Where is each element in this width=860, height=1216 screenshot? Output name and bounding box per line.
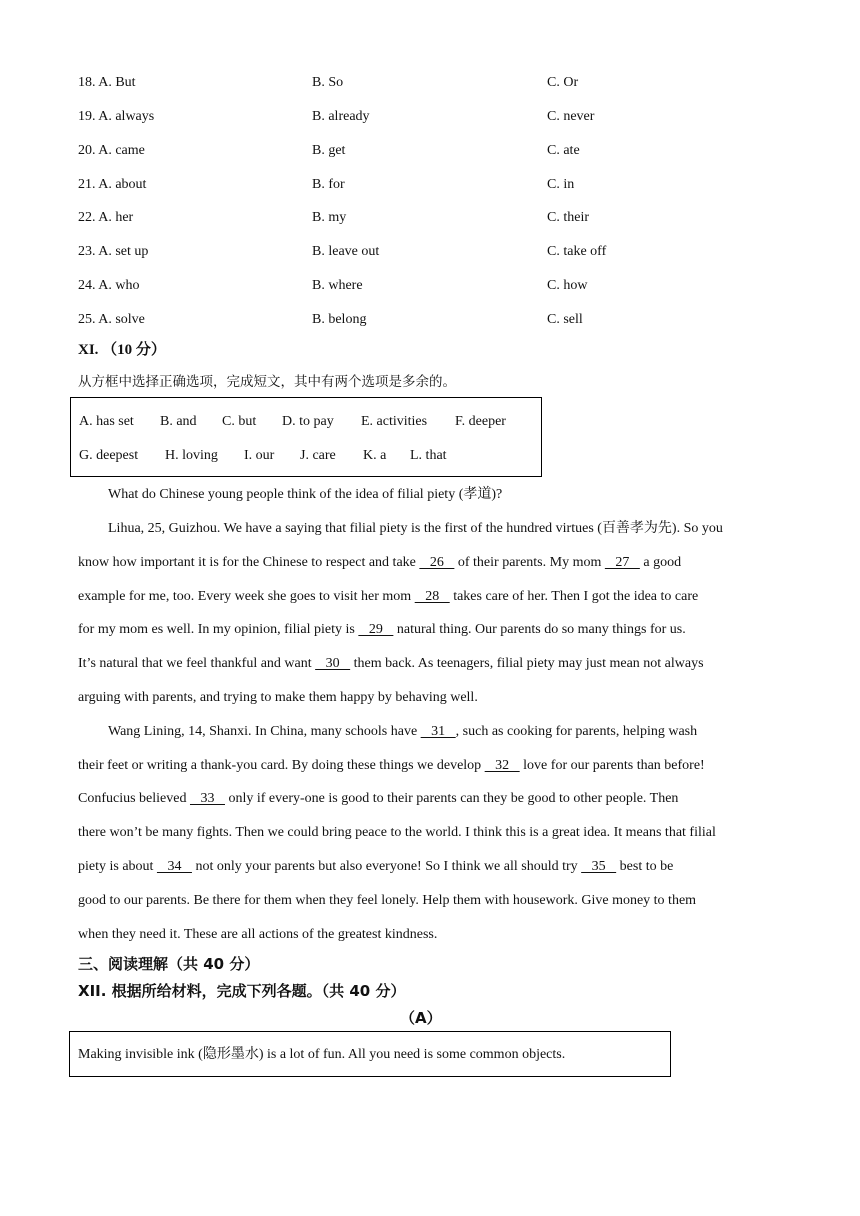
blank-30[interactable]: 30 — [315, 656, 351, 671]
reading-text: Making invisible ink (隐形墨水) is a lot of fun. All you need is some common objects. — [78, 1047, 566, 1062]
mc-option-b: B. for — [312, 177, 345, 192]
mc-option-a: 25. A. solve — [78, 312, 145, 327]
mc-option-c: C. in — [547, 177, 575, 192]
word-option: A. has set — [79, 414, 134, 429]
blank-34[interactable]: 34 — [156, 859, 192, 874]
blank-32[interactable]: 32 — [484, 758, 520, 773]
passage-line: Confucius believed 33 only if every-one is good to their parents can they be good to other people. Then — [78, 791, 679, 806]
mc-option-a: 20. A. came — [78, 143, 145, 158]
mc-option-c: C. never — [547, 109, 595, 124]
mc-option-a: 21. A. about — [78, 177, 147, 192]
mc-option-c: C. Or — [547, 75, 579, 90]
blank-33[interactable]: 33 — [189, 791, 225, 806]
passage-intro: What do Chinese young people think of the idea of filial piety (孝道)? — [108, 487, 503, 502]
passage-line: arguing with parents, and trying to make them happy by behaving well. — [78, 690, 478, 705]
word-option: B. and — [160, 414, 197, 429]
part-label: （A） — [400, 1009, 442, 1027]
word-option: G. deepest — [79, 448, 139, 463]
blank-35[interactable]: 35 — [581, 859, 617, 874]
mc-option-a: 24. A. who — [78, 278, 140, 293]
mc-option-b: B. So — [312, 75, 344, 90]
passage-line: for my mom es well. In my opinion, filial piety is 29 natural thing. Our parents do so many things for us. — [78, 622, 686, 637]
passage-line: piety is about 34 not only your parents but also everyone! So I think we all should try 35 best to be — [78, 859, 674, 874]
section-heading: XI. （10 分） — [78, 342, 166, 358]
word-option: I. our — [244, 448, 275, 463]
word-option: K. a — [363, 448, 387, 463]
passage-line: Wang Lining, 14, Shanxi. In China, many schools have 31 , such as cooking for parents, helping wash — [108, 724, 698, 739]
option-box — [70, 397, 542, 477]
section-instruction: 从方框中选择正确选项，完成短文，其中有两个选项是多余的。 — [78, 374, 456, 390]
mc-option-a: 18. A. But — [78, 75, 136, 90]
reading-text-box — [69, 1031, 671, 1077]
blank-31[interactable]: 31 — [420, 724, 456, 739]
blank-26[interactable]: 26 — [419, 555, 455, 570]
blank-29[interactable]: 29 — [358, 622, 394, 637]
passage-line: example for me, too. Every week she goes to visit her mom 28 takes care of her. Then I got the idea to care — [78, 589, 699, 604]
word-option: H. loving — [165, 448, 218, 463]
mc-option-a: 23. A. set up — [78, 244, 149, 259]
mc-option-b: B. where — [312, 278, 363, 293]
mc-option-a: 19. A. always — [78, 109, 155, 124]
mc-option-a: 22. A. her — [78, 210, 134, 225]
section-heading: 三、阅读理解（共 40 分） — [78, 955, 260, 973]
section-subheading: XII. 根据所给材料，完成下列各题。（共 40 分） — [78, 982, 406, 1000]
mc-option-b: B. get — [312, 143, 346, 158]
mc-option-b: B. belong — [312, 312, 367, 327]
blank-28[interactable]: 28 — [414, 589, 450, 604]
mc-option-c: C. sell — [547, 312, 583, 327]
mc-option-b: B. leave out — [312, 244, 380, 259]
mc-option-b: B. my — [312, 210, 347, 225]
word-option: F. deeper — [455, 414, 506, 429]
word-option: C. but — [222, 414, 257, 429]
word-option: L. that — [410, 448, 447, 463]
word-option: E. activities — [361, 414, 428, 429]
passage-line: there won’t be many fights. Then we could bring peace to the world. I think this is a great idea. It means that filial — [78, 825, 716, 840]
word-option: J. care — [300, 448, 336, 463]
mc-option-c: C. how — [547, 278, 588, 293]
word-option: D. to pay — [282, 414, 334, 429]
blank-27[interactable]: 27 — [604, 555, 640, 570]
mc-option-c: C. take off — [547, 244, 607, 259]
passage-line: their feet or writing a thank-you card. By doing these things we develop 32 love for our parents than before! — [78, 758, 705, 773]
passage-line: good to our parents. Be there for them when they feel lonely. Help them with housework. Give money to them — [78, 893, 697, 908]
mc-option-c: C. their — [547, 210, 589, 225]
passage-line: Lihua, 25, Guizhou. We have a saying that filial piety is the first of the hundred virtues (百善孝为先). So you — [108, 521, 723, 536]
mc-option-b: B. already — [312, 109, 370, 124]
mc-option-c: C. ate — [547, 143, 580, 158]
passage-line: It’s natural that we feel thankful and want 30 them back. As teenagers, filial piety may just mean not always — [78, 656, 704, 671]
passage-line: when they need it. These are all actions of the greatest kindness. — [78, 927, 438, 942]
passage-line: know how important it is for the Chinese to respect and take 26 of their parents. My mom 27 a good — [78, 555, 682, 570]
